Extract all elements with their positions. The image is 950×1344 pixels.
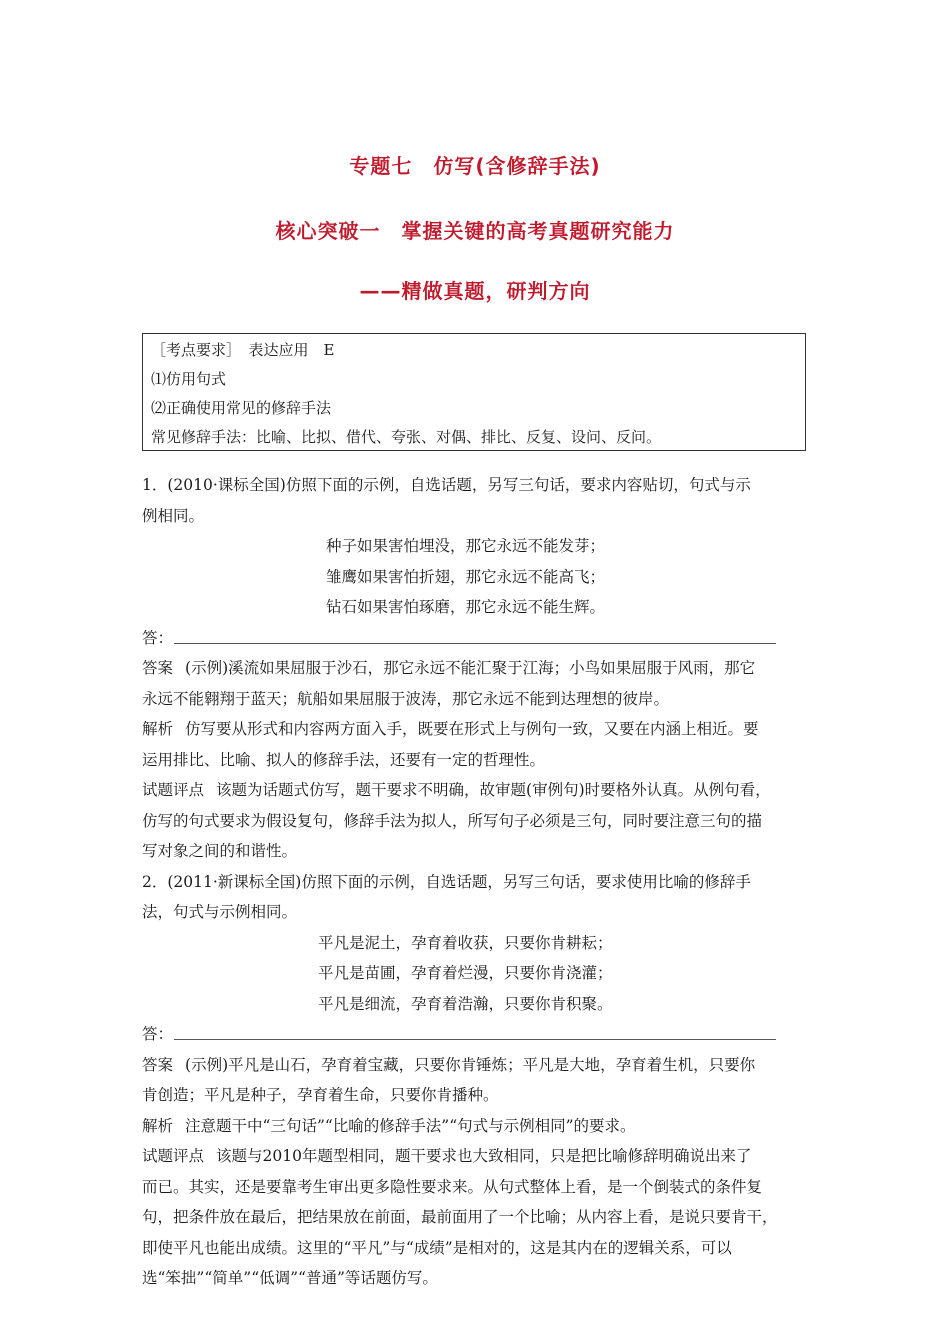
common-rhetoric-list: 常见修辞手法：比喻、比拟、借代、夸张、对偶、排比、反复、设问、反问。: [151, 428, 662, 446]
q1-answer-line-1: [142, 653, 810, 684]
requirement-item-2: ⑵正确使用常见的修辞手法: [151, 399, 332, 417]
q2-review-line-1: [142, 1141, 810, 1172]
questions-content: [142, 470, 810, 1294]
q1-example-2: 雏鹰如果害怕折翅，那它永远不能高飞；: [326, 567, 606, 586]
q2-analysis-label: 解析: [142, 1116, 174, 1135]
q2-answer-prompt: 答：: [142, 1025, 174, 1043]
requirements-header: ［考点要求］ 表达应用 E: [151, 341, 335, 359]
q1-analysis-label: 解析: [142, 720, 174, 738]
q2-example-1: 平凡是泥土，孕育着收获，只要你肯耕耘；: [318, 933, 613, 952]
q2-answer-line-2: 肯创造；平凡是种子，孕育着生命，只要你肯播种。: [142, 1086, 499, 1104]
q2-analysis-text-1: 注意题干中“三句话”“比喻的修辞手法”“句式与示例相同”的要求。: [185, 1116, 636, 1135]
q1-answer-line: [174, 643, 776, 644]
q2-review-label: 试题评点: [142, 1147, 205, 1165]
q2-analysis-line-1: [142, 1111, 810, 1142]
q2-answer-label: 答案: [142, 1055, 174, 1074]
requirement-item-1: ⑴仿用句式: [151, 370, 227, 388]
q1-review-text-1: 该题为话题式仿写，题干要求不明确，故审题(审例句)时要格外认真。从例句看，: [216, 781, 771, 799]
q1-stem-line-2: 例相同。: [142, 506, 205, 525]
q1-review-line-3: 写对象之间的和谐性。: [142, 842, 298, 860]
q1-answer-label: 答案: [142, 659, 174, 677]
q2-review-line-2: 而已。其实，还是要靠考生审出更多隐性要求来。从句式整体上看，是一个倒装式的条件复: [142, 1177, 763, 1196]
q2-stem-line-2: 法，句式与示例相同。: [142, 903, 298, 921]
q2-review-line-5: 选“笨拙”“简单”“低调”“普通”等话题仿写。: [142, 1269, 438, 1287]
q2-review-text-1: 该题与2010年题型相同，题干要求也大致相同，只是把比喻修辞明确说出来了: [216, 1147, 752, 1165]
q1-example-3: 钻石如果害怕琢磨，那它永远不能生辉。: [326, 598, 606, 616]
q2-answer-blank: [142, 1019, 810, 1050]
q1-answer-text-1: (示例)溪流如果屈服于沙石，那它永远不能汇聚于江海；小鸟如果屈服于风雨，那它: [185, 659, 756, 677]
q2-review-line-3: 句，把条件放在最后，把结果放在前面，最前面用了一个比喻；从内容上看，是说只要肯干，: [142, 1208, 778, 1226]
q1-analysis-line-2: 运用排比、比喻、拟人的修辞手法，还要有一定的哲理性。: [142, 750, 546, 769]
q1-analysis-text-1: 仿写要从形式和内容两方面入手，既要在形式上与例句一致，又要在内涵上相近。要: [185, 720, 759, 738]
q1-answer-line-2: 永远不能翱翔于蓝天；航船如果屈服于波涛，那它永远不能到达理想的彼岸。: [142, 689, 670, 708]
core-title: 核心突破一 掌握关键的高考真题研究能力: [275, 219, 675, 243]
q2-example-2: 平凡是苗圃，孕育着烂漫，只要你肯浇灌；: [318, 964, 613, 982]
q2-stem-line-1: 2．(2011·新课标全国)仿照下面的示例，自选话题，另写三句话，要求使用比喻的修辞手: [142, 872, 751, 891]
q1-review-line-2: 仿写的句式要求为假设复句，修辞手法为拟人，所写句子必须是三句，同时要注意三句的描: [142, 811, 763, 830]
q1-review-line-1: [142, 775, 810, 806]
q1-answer-prompt: 答：: [142, 628, 174, 647]
subtitle: ——精做真题，研判方向: [359, 279, 591, 303]
q2-answer-line: [174, 1039, 776, 1040]
q2-example-3: 平凡是细流，孕育着浩瀚，只要你肯积聚。: [318, 994, 613, 1013]
q2-review-line-4: 即使平凡也能出成绩。这里的“平凡”与“成绩”是相对的，这是其内在的逻辑关系，可以: [142, 1238, 732, 1257]
q1-example-1: 种子如果害怕埋没，那它永远不能发芽；: [326, 537, 606, 555]
q2-answer-line-1: [142, 1050, 810, 1081]
requirements-box: [142, 333, 806, 451]
q1-stem-line-1: 1．(2010·课标全国)仿照下面的示例，自选话题，另写三句话，要求内容贴切，句式与示: [142, 476, 751, 494]
q1-analysis-line-1: [142, 714, 810, 745]
topic-title: 专题七 仿写(含修辞手法): [349, 154, 601, 178]
q1-review-label: 试题评点: [142, 781, 205, 799]
q2-answer-text-1: (示例)平凡是山石，孕育着宝藏，只要你肯锤炼；平凡是大地，孕育着生机，只要你: [185, 1055, 756, 1074]
q1-answer-blank: [142, 623, 810, 654]
